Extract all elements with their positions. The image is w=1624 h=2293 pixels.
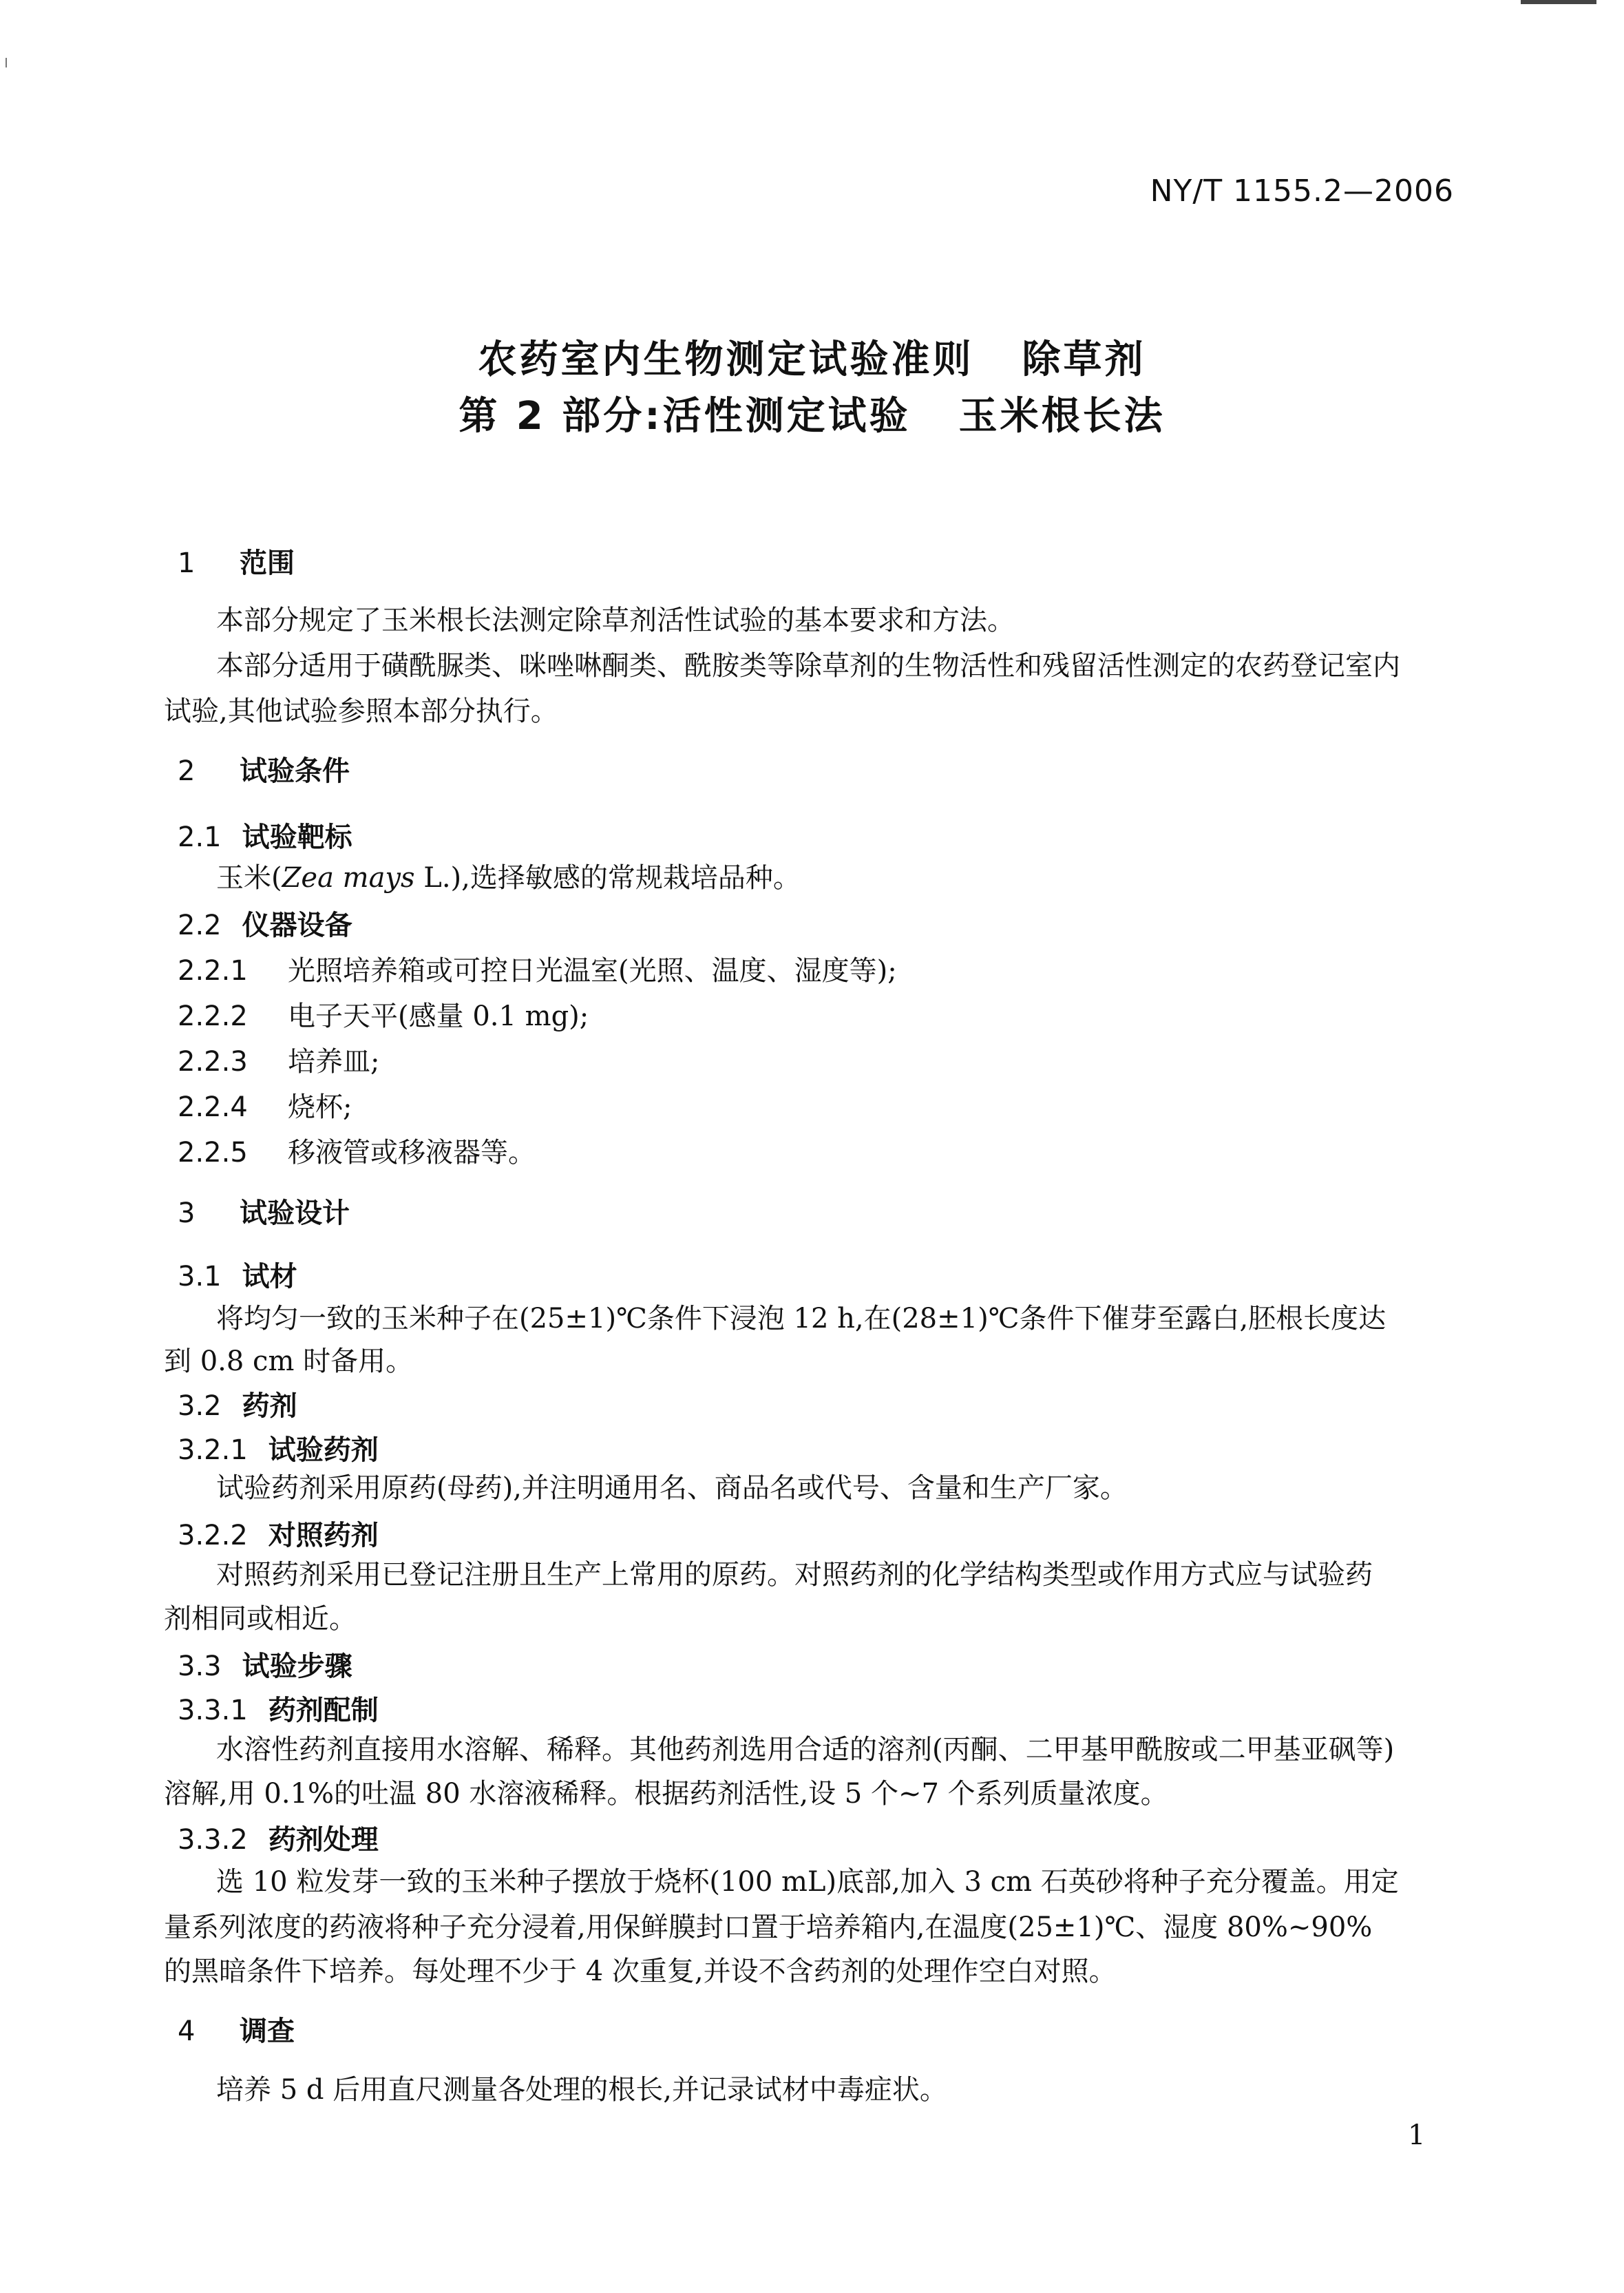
list-item: [178, 1040, 379, 1079]
section-3-2-1-paragraph: 试验药剂采用原药(母药),并注明通用名、商品名或代号、含量和生产厂家。: [216, 1472, 1128, 1504]
species-name: Zea mays: [282, 862, 415, 894]
section-number: 4: [178, 2015, 196, 2047]
section-title: 范围: [240, 547, 295, 579]
section-number: 3: [178, 1197, 196, 1229]
section-number: 1: [178, 547, 196, 579]
section-3-3-2-heading: [178, 1818, 379, 1857]
section-title: 试材: [242, 1261, 297, 1292]
section-3-2-heading: [178, 1384, 297, 1423]
section-title: 调查: [240, 2015, 295, 2047]
section-1-paragraph-2-line-2: 试验,其他试验参照本部分执行。: [164, 695, 558, 727]
item-text: 移液管或移液器等。: [288, 1137, 536, 1169]
page-number: 1: [1408, 2119, 1426, 2151]
section-number: 3.2.2: [178, 1520, 248, 1551]
section-title: 药剂配制: [268, 1695, 379, 1726]
scan-rule: [1521, 0, 1596, 4]
section-number: 3.2.1: [178, 1434, 248, 1466]
section-3-1-heading: [178, 1255, 297, 1294]
section-3-1-paragraph-line-1: 将均匀一致的玉米种子在(25±1)℃条件下浸泡 12 h,在(28±1)℃条件下催芽至露白,胚根长度达: [216, 1303, 1386, 1334]
section-number: 2.1: [178, 821, 222, 853]
document-title-line-1: [0, 329, 1624, 384]
section-3-3-1-paragraph-line-1: 水溶性药剂直接用水溶解、稀释。其他药剂选用合适的溶剂(丙酮、二甲基甲酰胺或二甲基亚砜等): [216, 1734, 1395, 1766]
section-3-3-2-paragraph-line-3: 的黑暗条件下培养。每处理不少于 4 次重复,并设不含药剂的处理作空白对照。: [164, 1956, 1117, 1987]
section-3-2-1-heading: [178, 1428, 379, 1467]
section-1-paragraph-1: 本部分规定了玉米根长法测定除草剂活性试验的基本要求和方法。: [216, 605, 1015, 636]
title-part: 第 2 部分:活性测定试验: [458, 394, 911, 439]
section-2-1-paragraph: [216, 855, 801, 901]
section-3-2-2-heading: [178, 1514, 379, 1553]
section-4-paragraph: 培养 5 d 后用直尺测量各处理的根长,并记录试材中毒症状。: [216, 2074, 947, 2106]
section-number: 3.3: [178, 1651, 222, 1682]
list-item: [178, 1131, 536, 1170]
section-3-heading: [178, 1191, 350, 1231]
text: 玉米(: [216, 862, 282, 894]
section-3-3-1-paragraph-line-2: 溶解,用 0.1%的吐温 80 水溶液稀释。根据药剂活性,设 5 个~7 个系列质量浓度。: [164, 1778, 1168, 1810]
section-3-3-2-paragraph-line-1: 选 10 粒发芽一致的玉米种子摆放于烧杯(100 mL)底部,加入 3 cm 石英砂将种子充分覆盖。用定: [216, 1866, 1399, 1898]
item-number: 2.2.2: [178, 1001, 248, 1032]
item-text: 烧杯;: [288, 1091, 352, 1123]
section-number: 3.3.2: [178, 1824, 248, 1856]
title-sub: 除草剂: [1022, 337, 1146, 382]
section-3-3-1-heading: [178, 1688, 379, 1728]
section-title: 仪器设备: [242, 910, 352, 941]
section-3-3-heading: [178, 1644, 352, 1684]
item-text: 光照培养箱或可控日光温室(光照、温度、湿度等);: [288, 955, 897, 987]
section-title: 试验设计: [240, 1197, 350, 1229]
section-title: 试验药剂: [268, 1434, 379, 1466]
section-title: 药剂处理: [268, 1824, 379, 1856]
section-1-heading: [178, 541, 295, 580]
title-main: 农药室内生物测定试验准则: [478, 337, 974, 382]
item-number: 2.2.5: [178, 1137, 248, 1169]
title-method: 玉米根长法: [958, 394, 1166, 439]
section-number: 3.2: [178, 1390, 222, 1422]
section-3-2-2-paragraph-line-2: 剂相同或相近。: [164, 1603, 357, 1635]
section-2-2-heading: [178, 903, 352, 943]
section-number: 2: [178, 755, 196, 787]
section-number: 3.1: [178, 1261, 222, 1292]
list-item: [178, 994, 589, 1034]
item-number: 2.2.4: [178, 1091, 248, 1123]
section-4-heading: [178, 2009, 295, 2049]
section-2-1-heading: [178, 815, 352, 855]
item-number: 2.2.1: [178, 955, 248, 987]
section-title: 试验条件: [240, 755, 350, 787]
section-3-2-2-paragraph-line-1: 对照药剂采用已登记注册且生产上常用的原药。对照药剂的化学结构类型或作用方式应与试验药: [216, 1559, 1373, 1591]
section-title: 药剂: [242, 1390, 297, 1422]
text: L.),选择敏感的常规栽培品种。: [414, 862, 801, 894]
section-number: 2.2: [178, 910, 222, 941]
item-text: 电子天平(感量 0.1 mg);: [288, 1001, 589, 1032]
section-title: 试验靶标: [242, 821, 352, 853]
section-2-heading: [178, 749, 350, 788]
scan-mark: [6, 58, 7, 67]
section-title: 试验步骤: [242, 1651, 352, 1682]
section-number: 3.3.1: [178, 1695, 248, 1726]
item-number: 2.2.3: [178, 1046, 248, 1078]
section-3-1-paragraph-line-2: 到 0.8 cm 时备用。: [164, 1346, 414, 1377]
document-number: NY/T 1155.2—2006: [1150, 174, 1454, 209]
list-item: [178, 1085, 352, 1124]
section-3-3-2-paragraph-line-2: 量系列浓度的药液将种子充分浸着,用保鲜膜封口置于培养箱内,在温度(25±1)℃、湿度 80%~90%: [164, 1912, 1373, 1943]
item-text: 培养皿;: [288, 1046, 380, 1078]
section-1-paragraph-2-line-1: 本部分适用于磺酰脲类、咪唑啉酮类、酰胺类等除草剂的生物活性和残留活性测定的农药登记室内: [216, 650, 1400, 682]
list-item: [178, 949, 897, 988]
document-title-line-2: [0, 386, 1624, 441]
section-title: 对照药剂: [268, 1520, 379, 1551]
